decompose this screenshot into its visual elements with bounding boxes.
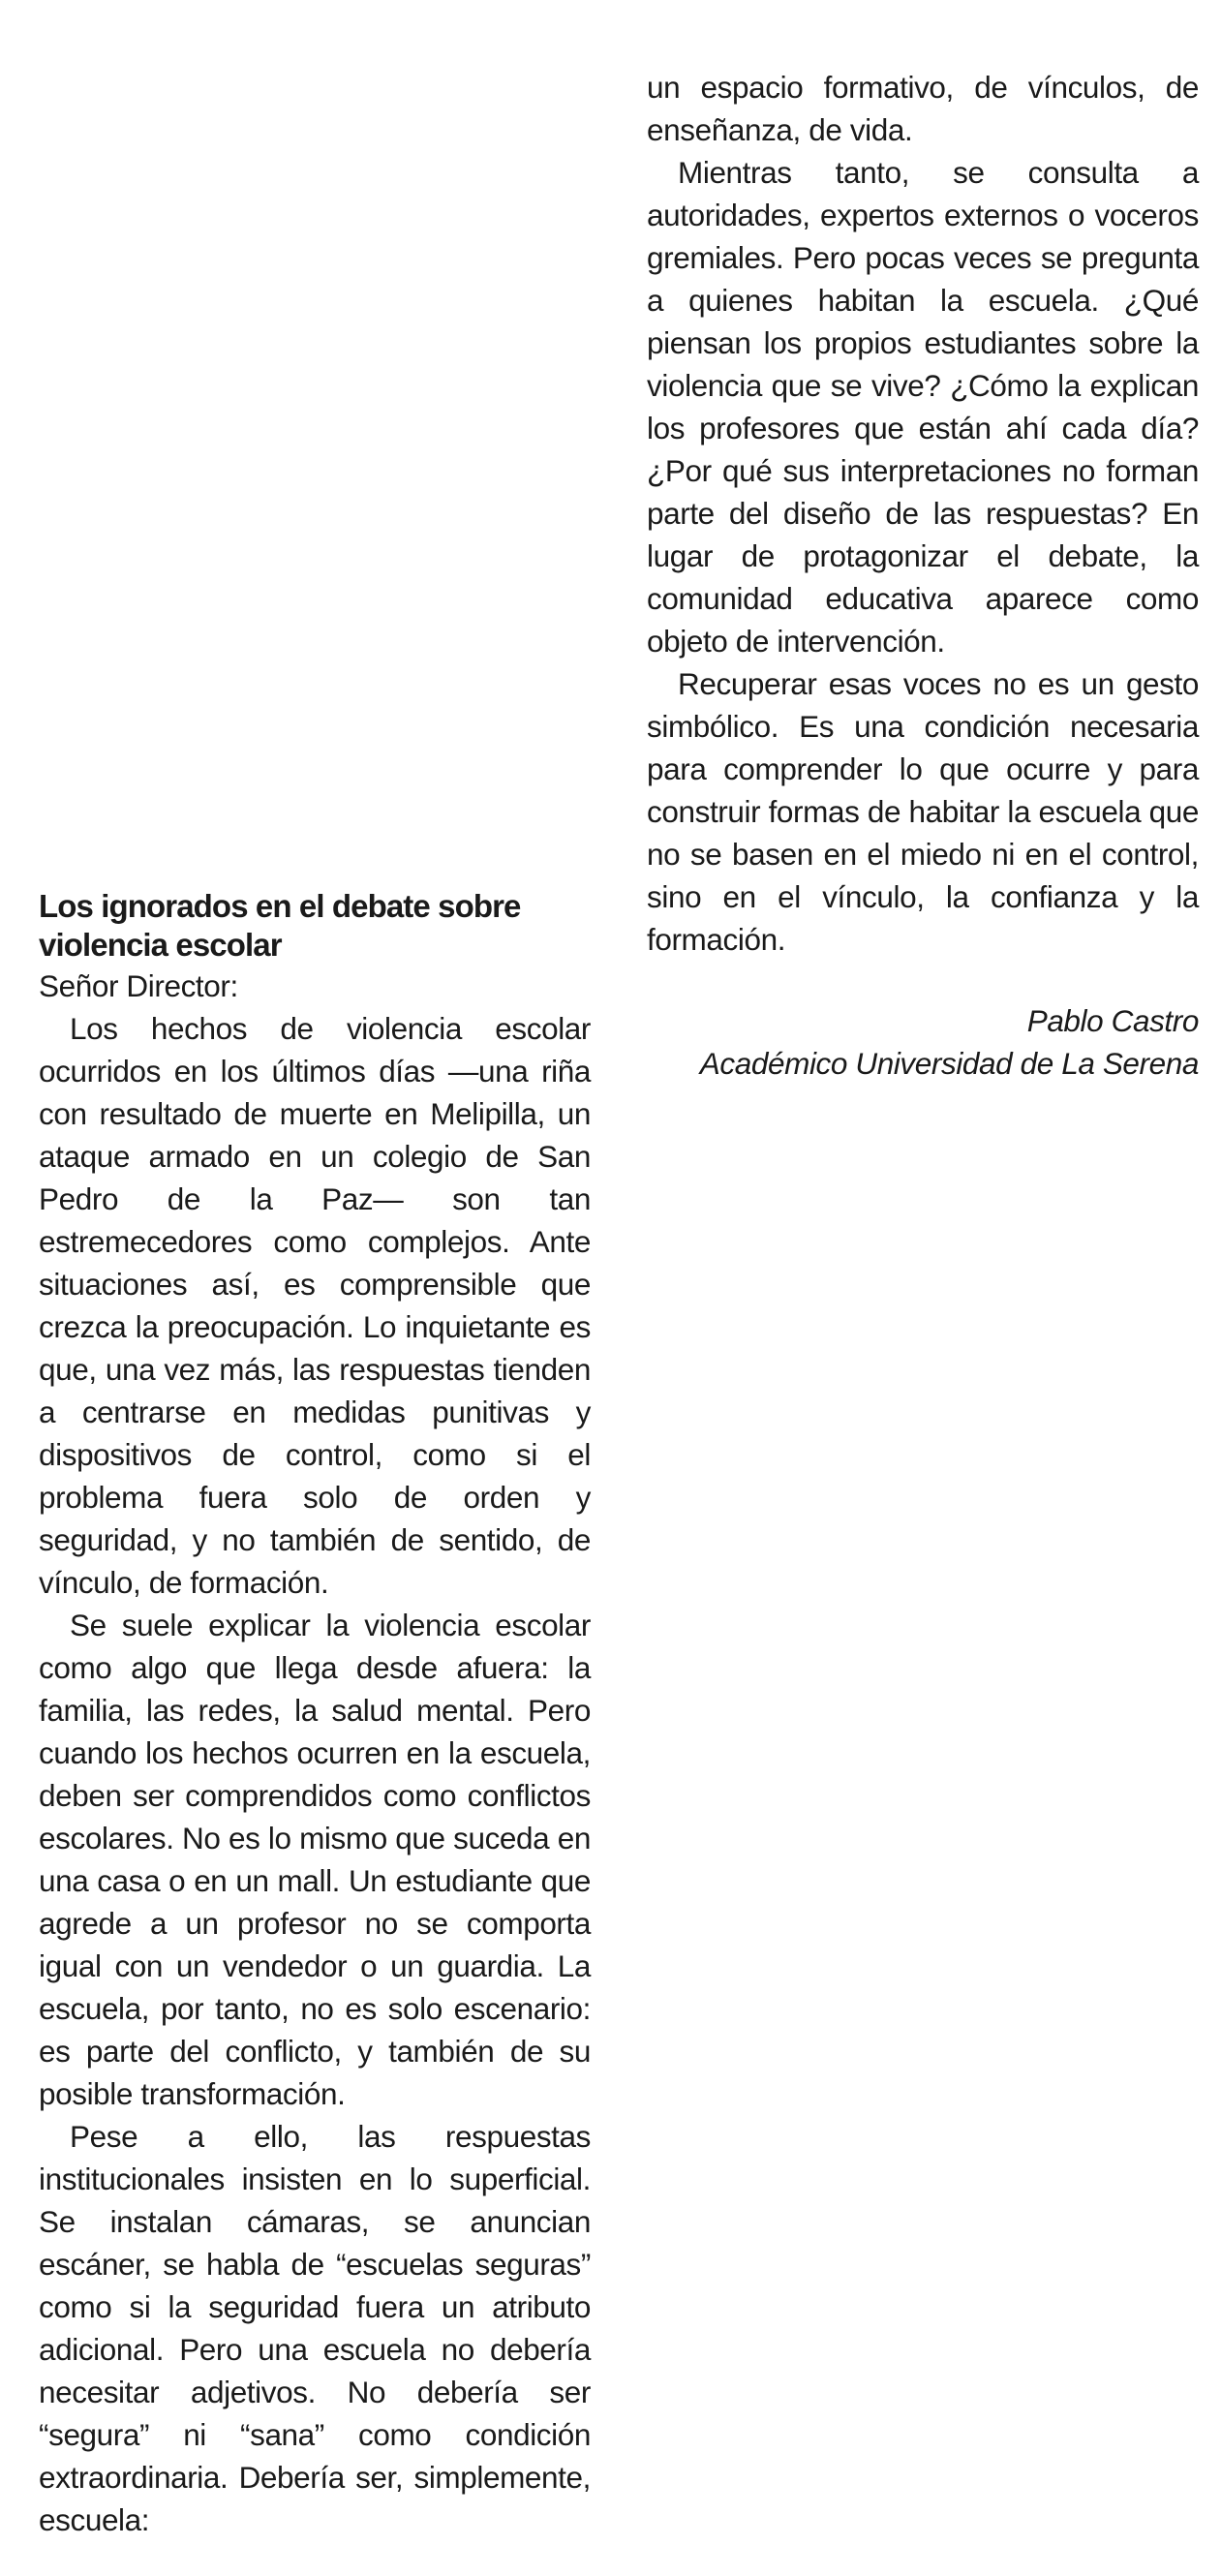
right-column	[647, 66, 1199, 1085]
paragraph-continuation: un espacio formativo, de vínculos, de enseñanza, de vida.	[647, 70, 1199, 147]
author-name: Pablo Castro	[1026, 1003, 1199, 1038]
salutation: Señor Director:	[39, 968, 238, 1003]
paragraph-3: Pese a ello, las respuestas institucionales insisten en lo superficial. Se instalan cámaras, se anuncian escáner, se habla de “escuelas seguras” como si la seguridad fuera un atributo adicional. Pero una escuela no debería necesitar adjetivos. No debería ser “segura” ni “sana” como condición extraordinaria. Debería ser, simplemente, escuela:	[39, 2119, 591, 2537]
paragraph-4: Mientras tanto, se consulta a autoridades, expertos externos o voceros gremiales. Pero pocas veces se pregunta a quienes habitan la escuela. ¿Qué piensan los propios estudiantes sobre la violencia que se vive? ¿Cómo la explican los profesores que están ahí cada día? ¿Por qué sus interpretaciones no forman parte del diseño de las respuestas? En lugar de protagonizar el debate, la comunidad educativa aparece como objeto de intervención.	[647, 155, 1199, 659]
author-affiliation: Académico Universidad de La Serena	[699, 1046, 1199, 1081]
signature-block	[647, 999, 1199, 1085]
left-column	[39, 887, 591, 2541]
paragraph-1: Los hechos de violencia escolar ocurridos en los últimos días —una riña con resultado de muerte en Melipilla, un ataque armado en un colegio de San Pedro de la Paz— son tan estremecedores como complejos. Ante situaciones así, es comprensible que crezca la preocupación. Lo inquietante es que, una vez más, las respuestas tienden a centrarse en medidas punitivas y dispositivos de control, como si el problema fuera solo de orden y seguridad, y no también de sentido, de vínculo, de formación.	[39, 1011, 591, 1600]
paragraph-2: Se suele explicar la violencia escolar como algo que llega desde afuera: la familia, las redes, la salud mental. Pero cuando los hechos ocurren en la escuela, deben ser comprendidos como conflictos escolares. No es lo mismo que suceda en una casa o en un mall. Un estudiante que agrede a un profesor no se comporta igual con un vendedor o un guardia. La escuela, por tanto, no es solo escenario: es parte del conflicto, y también de su posible transformación.	[39, 1608, 591, 2111]
letter-headline: Los ignorados en el debate sobre violencia escolar	[39, 888, 521, 963]
paragraph-5: Recuperar esas voces no es un gesto simbólico. Es una condición necesaria para comprender lo que ocurre y para construir formas de habitar la escuela que no se basen en el miedo ni en el control, sino en el vínculo, la confianza y la formación.	[647, 666, 1199, 957]
